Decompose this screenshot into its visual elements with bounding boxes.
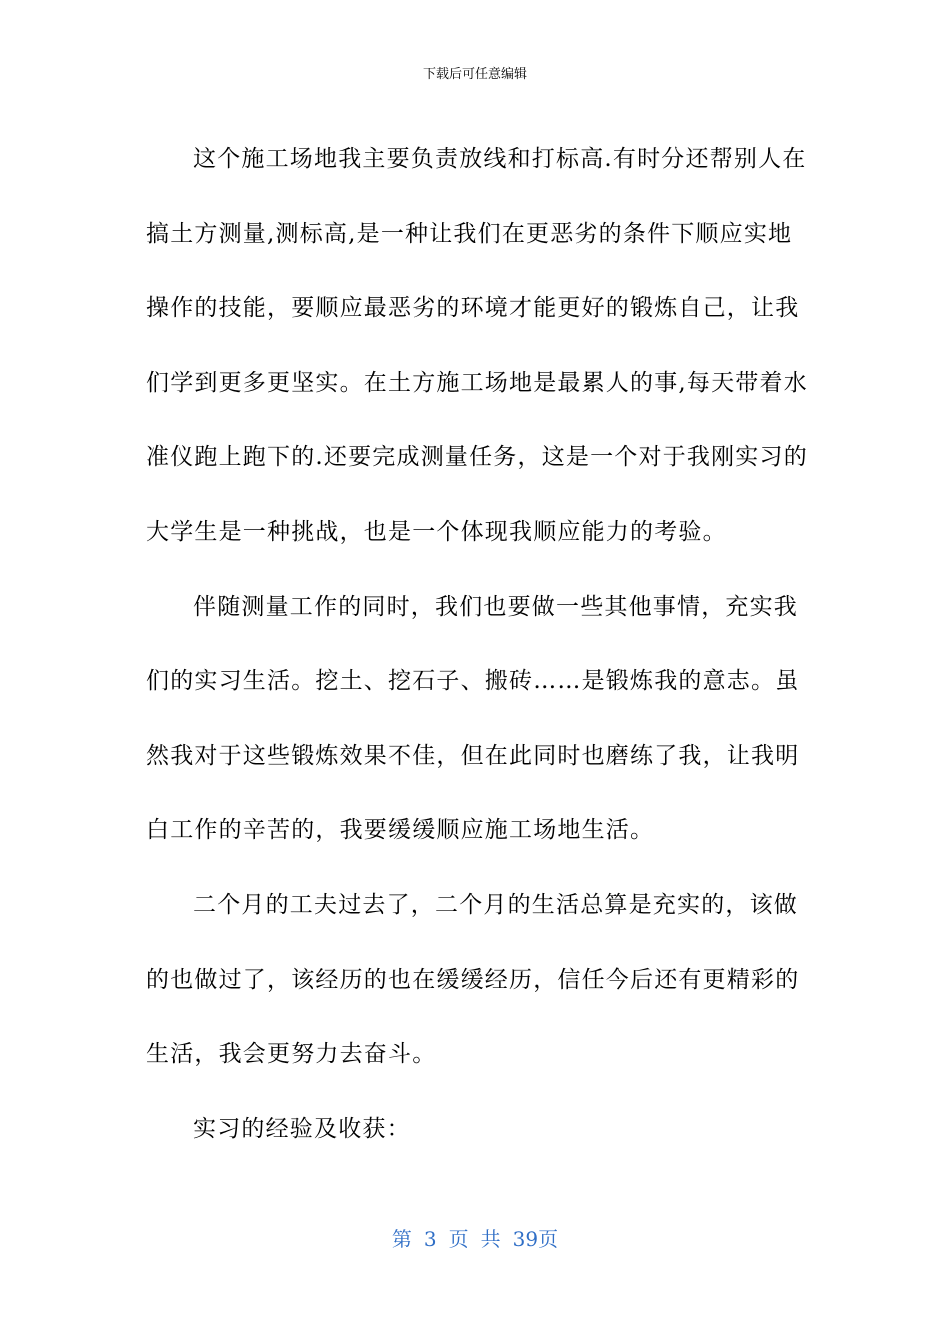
paragraph-2: 伴随测量工作的同时，我们也要做一些其他事情，充实我们的实习生活。挖土、挖石子、搬砖……是锻炼我的意志。虽然我对于这些锻炼效果不佳，但在此同时也磨练了我，让我明白工作的辛苦的，我要缓缓顺应施工场地生活。 bbox=[146, 593, 800, 844]
paragraph-1: 这个施工场地我主要负责放线和打标高.有时分还帮别人在搞土方测量,测标高,是一种让我们在更恶劣的条件下顺应实地操作的技能，要顺应最恶劣的环境才能更好的锻炼自己，让我们学到更多更坚实。在土方施工场地是最累人的事,每天带着水准仪跑上跑下的.还要完成测量任务，这是一个对于我刚实习的大学生是一种挑战，也是一个体现我顺应能力的考验。 bbox=[146, 146, 808, 545]
paragraph-3: 二个月的工夫过去了，二个月的生活总算是充实的，该做的也做过了，该经历的也在缓缓经历，信任今后还有更精彩的生活，我会更努力去奋斗。 bbox=[146, 891, 800, 1068]
footer-page-word: 第 bbox=[391, 1227, 412, 1251]
document-body bbox=[146, 122, 808, 1166]
footer-total-word: 共 bbox=[480, 1227, 501, 1251]
page-footer bbox=[0, 1225, 950, 1253]
footer-page-current: 3 bbox=[423, 1227, 437, 1251]
footer-page-total: 39页 bbox=[512, 1227, 559, 1251]
paragraph-4: 实习的经验及收获： bbox=[193, 1115, 411, 1142]
page-header bbox=[0, 66, 950, 84]
header-text: 下载后可任意编辑 bbox=[422, 67, 527, 82]
footer-page-unit: 页 bbox=[448, 1227, 469, 1251]
